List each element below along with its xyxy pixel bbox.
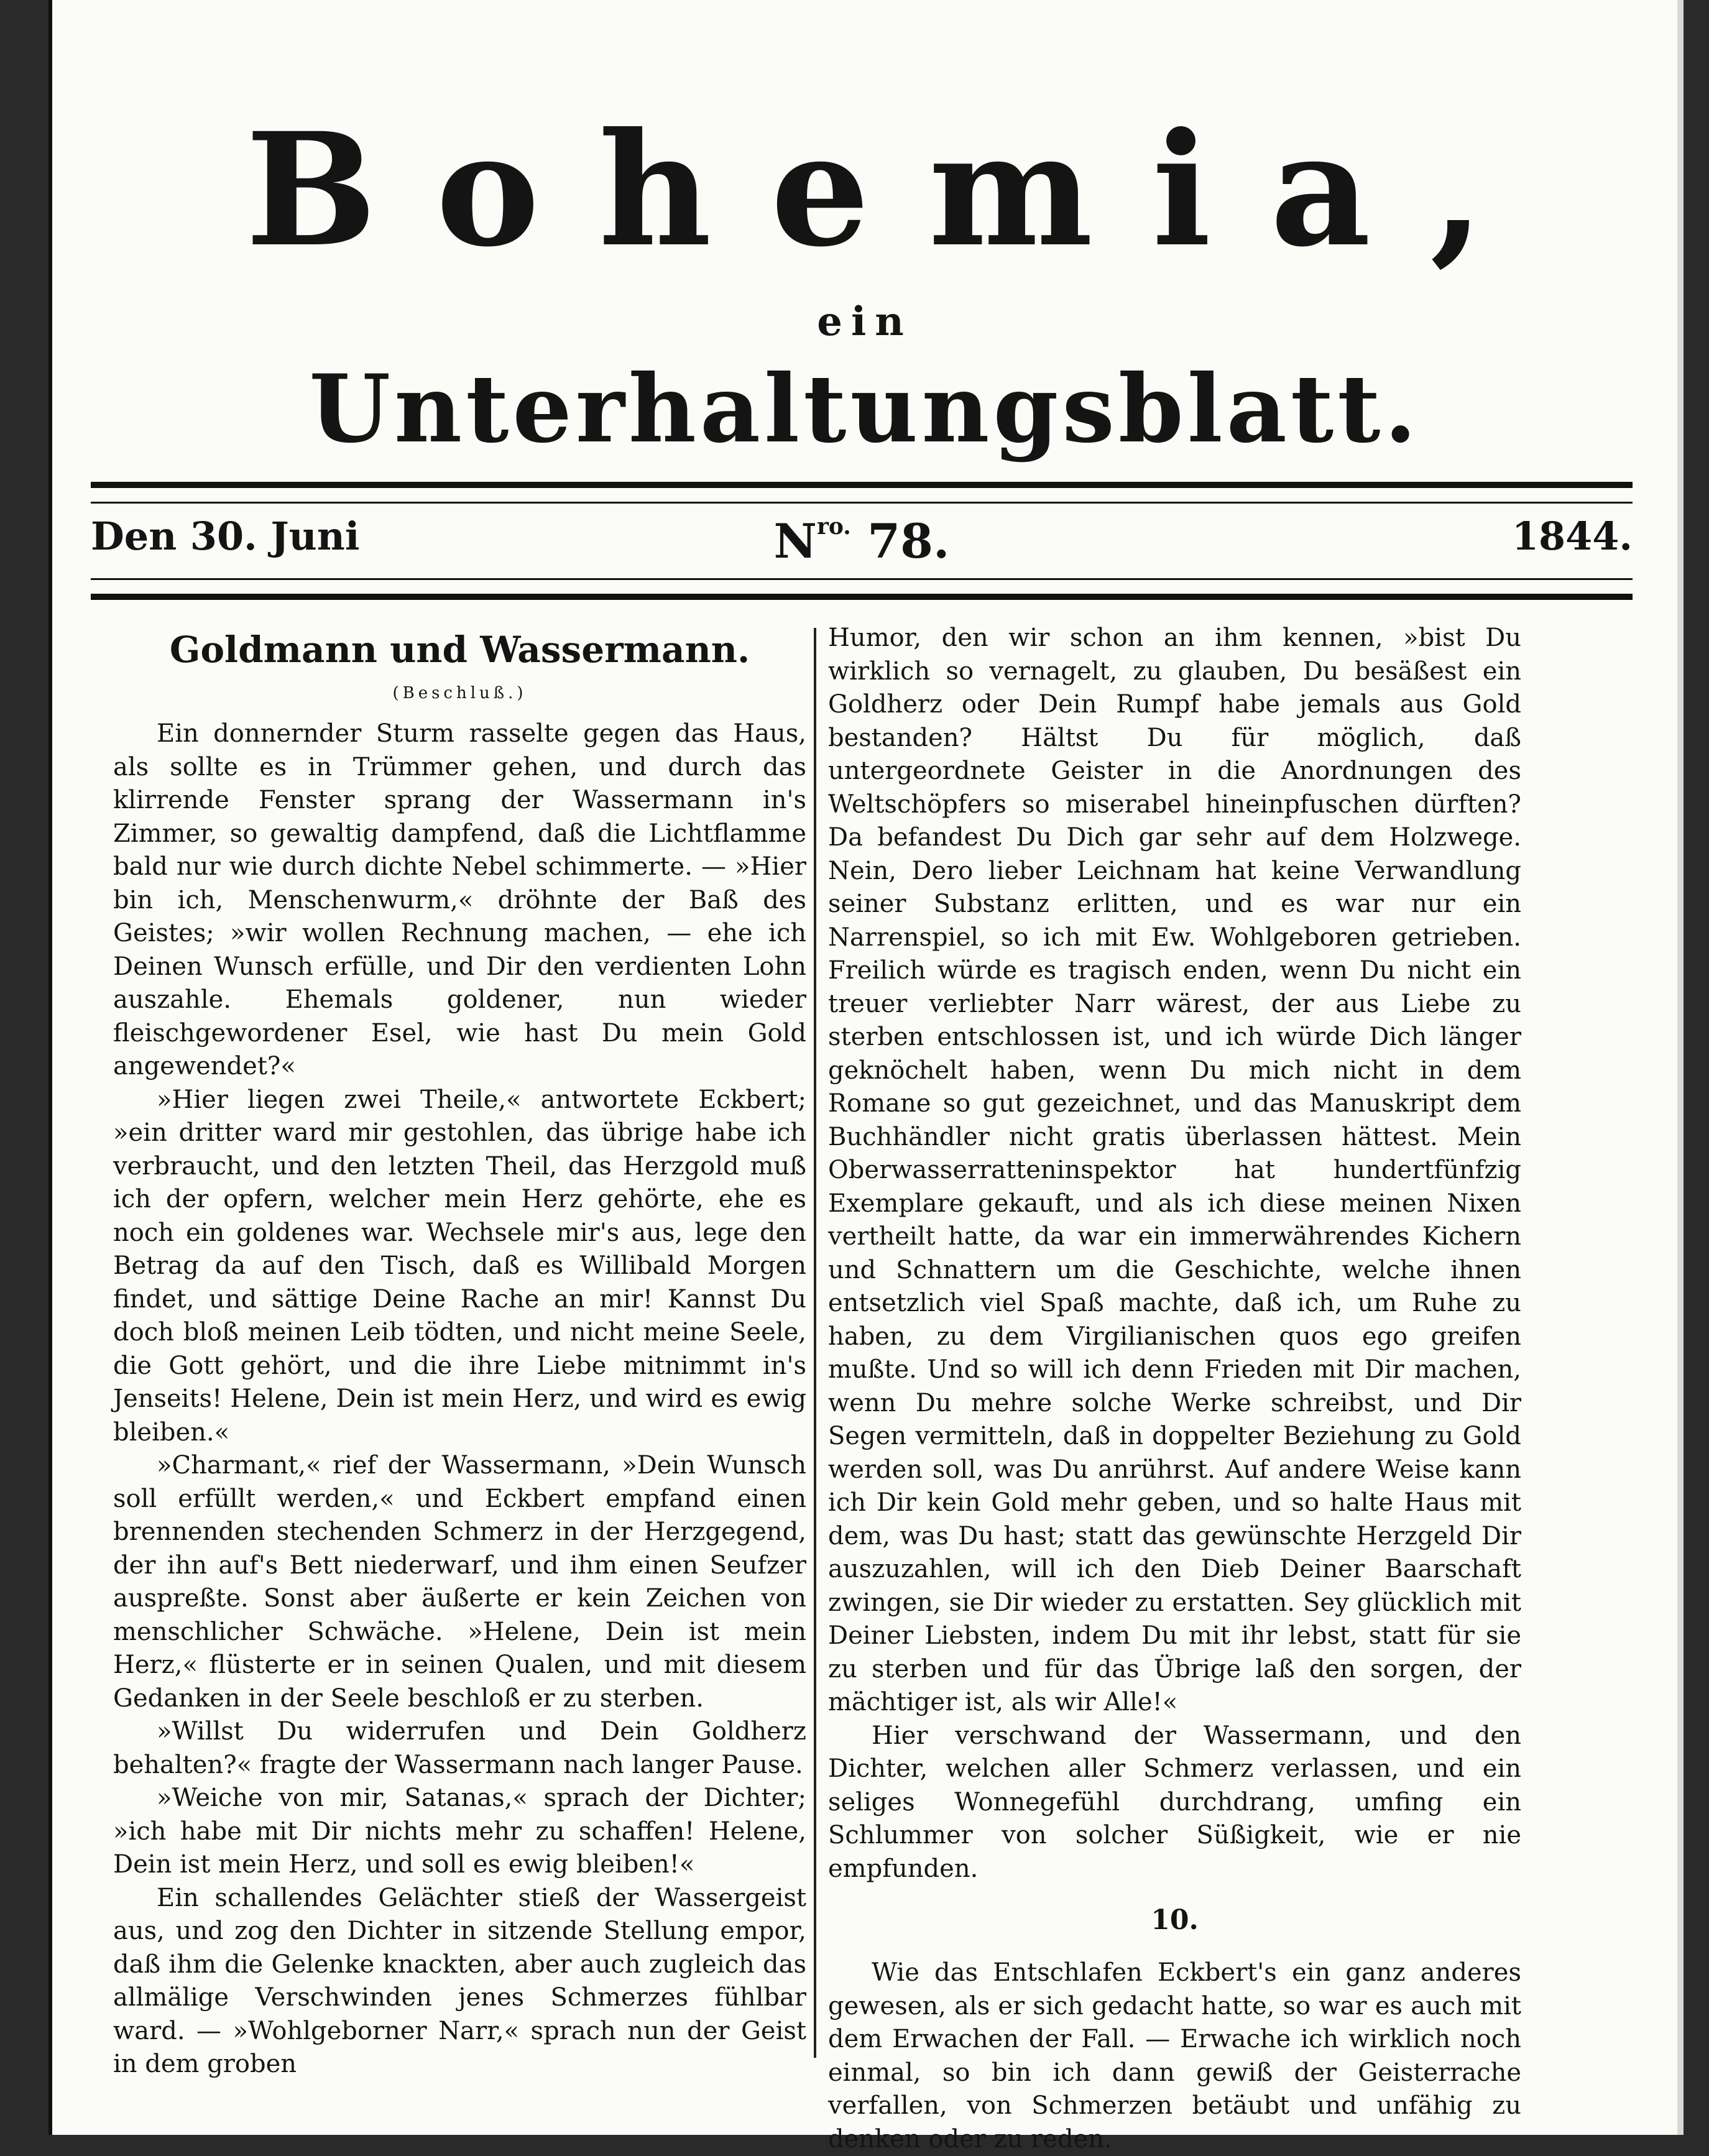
paragraph: Hier verschwand der Wassermann, und den Dichter, welchen aller Schmerz verlassen, und ein seliges Wonnegefühl durchdrang, umfing ein Schlummer von solcher Süßigkeit, wie er nie empfunden. [828,1721,1521,1883]
masthead-title: Bohemia, [245,98,1544,281]
article-note: (Beschluß.) [392,684,527,703]
issue-number [91,514,1633,569]
paragraph: »Hier liegen zwei Theile,« antwortete Eckbert; »ein dritter ward mir gestohlen, das übrige habe ich verbraucht, und den letzten Theil, das Herzgold muß ich der opfern, welcher mein Herz gehörte, ehe es noch ein goldenes war. Wechsele mir's aus, lege den Betrag da auf den Tisch, daß es Willibald Morgen findet, und sättige Deine Rache an mir! Kannst Du doch bloß meinen Leib tödten, und nicht meine Seele, die Gott gehört, und die ihre Liebe mitnimmt in's Jenseits! Helene, Dein ist mein Herz, und wird es ewig bleiben.« [113,1085,806,1447]
paragraph: Wie das Entschlafen Eckbert's ein ganz anderes gewesen, als er sich gedacht hatte, so war es auch mit dem Erwachen der Fall. — Erwache ich wirklich noch einmal, so bin ich dann gewiß der Geisterrache verfallen, von Schmerzen betäubt und unfähig zu denken oder zu reden. [828,1958,1521,2154]
paragraph: »Charmant,« rief der Wassermann, »Dein Wunsch soll erfüllt werden,« und Eckbert empfand einen brennenden stechenden Schmerz in der Herzgegend, der ihn auf's Bett niederwarf, und ihm einen Seufzer auspreßte. Sonst aber äußerte er kein Zeichen von menschlicher Schwäche. »Helene, Dein ist mein Herz,« flüsterte er in seinen Qualen, und mit diesem Gedanken in der Seele beschloß er zu sterben. [113,1451,806,1713]
issue-number-value: 78. [867,514,950,569]
column-divider [814,628,816,2058]
newspaper-page [48,0,1684,2154]
left-column [113,622,806,2081]
paragraph: »Willst Du widerrufen und Dein Goldherz behalten?« fragte der Wassermann nach langer Pause. [113,1717,806,1779]
top-double-rule [91,482,1633,504]
dateline [91,514,1633,569]
paragraph: Ein donnernder Sturm rasselte gegen das Haus, als sollte es in Trümmer gehen, und durch das klirrende Fenster sprang der Wassermann in's Zimmer, so gewaltig dampfend, daß die Lichtflamme bald nur wie durch dichte Nebel schimmerte. — »Hier bin ich, Menschenwurm,« dröhnte der Baß des Geistes; »wir wollen Rechnung machen, — ehe ich Deinen Wunsch erfülle, und Dir den verdienten Lohn auszahle. Ehemals goldener, nun wieder fleischgewordener Esel, wie hast Du mein Gold angewendet?« [113,719,806,1080]
section-number: 10. [1151,1904,1199,1936]
article-title: Goldmann und Wassermann. [169,629,750,671]
masthead-subtitle: Unterhaltungsblatt. [309,354,1421,464]
paragraph: Ein schallendes Gelächter stieß der Wassergeist aus, und zog den Dichter in sitzende Stellung empor, daß ihm die Gelenke knackten, aber auch zugleich das allmälige Verschwinden jenes Schmerzes fühlbar ward. — »Wohlgeborner Narr,« sprach nun der Geist in dem groben [113,1883,806,2078]
masthead-ein: ein [817,298,913,345]
issue-year: 1844. [1511,514,1633,559]
issue-prefix: N [773,514,817,569]
issue-date: Den 30. Juni [91,514,360,559]
right-column [828,622,1521,2156]
bottom-double-rule [91,578,1633,600]
issue-sup: ro. [816,514,851,540]
paragraph: »Weiche von mir, Satanas,« sprach der Dichter; »ich habe mit Dir nichts mehr zu schaffen! Helene, Dein ist mein Herz, und soll es ewig bleiben!« [113,1784,806,1879]
paragraph: Humor, den wir schon an ihm kennen, »bist Du wirklich so vernagelt, zu glauben, Du besäßest ein Goldherz oder Dein Rumpf habe jemals aus Gold bestanden? Hältst Du für möglich, daß untergeordnete Geister in die Anordnungen des Weltschöpfers so miserabel hineinpfuschen dürften? Da befandest Du Dich gar sehr auf dem Holzwege. Nein, Dero lieber Leichnam hat keine Verwandlung seiner Substanz erlitten, und es war nur ein Narrenspiel, so ich mit Ew. Wohlgeboren getrieben. Freilich würde es tragisch enden, wenn Du nicht ein treuer verliebter Narr wärest, der aus Liebe zu sterben entschlossen ist, und ich würde Dich länger geknöchelt haben, wenn Du mich nicht in dem Romane so gut gezeichnet, und das Manuskript dem Buchhändler nicht gratis überlassen hättest. Mein Oberwasserratteninspektor hat hundertfünfzig Exemplare gekauft, und als ich diese meinen Nixen vertheilt hatte, da war ein immerwährendes Kichern und Schnattern um die Geschichte, welche ihnen entsetzlich viel Spaß machte, daß ich, um Ruhe zu haben, zu dem Virgilianischen quos ego greifen mußte. Und so will ich denn Frieden mit Dir machen, wenn Du mehre solche Werke schreibst, und Dir Segen vermitteln, daß in doppelter Beziehung zu Gold werden soll, was Du anrührst. Auf andere Weise kann ich Dir kein Gold mehr geben, und so halte Haus mit dem, was Du hast; statt das gewünschte Herzgeld Dir auszuzahlen, will ich den Dieb Deiner Baarschaft zwingen, sie Dir wieder zu erstatten. Sey glücklich mit Deiner Liebsten, indem Du mit ihr lebst, statt für sie zu sterben und für das Übrige laß den sorgen, der mächtiger ist, als wir Alle!« [828,624,1521,1716]
